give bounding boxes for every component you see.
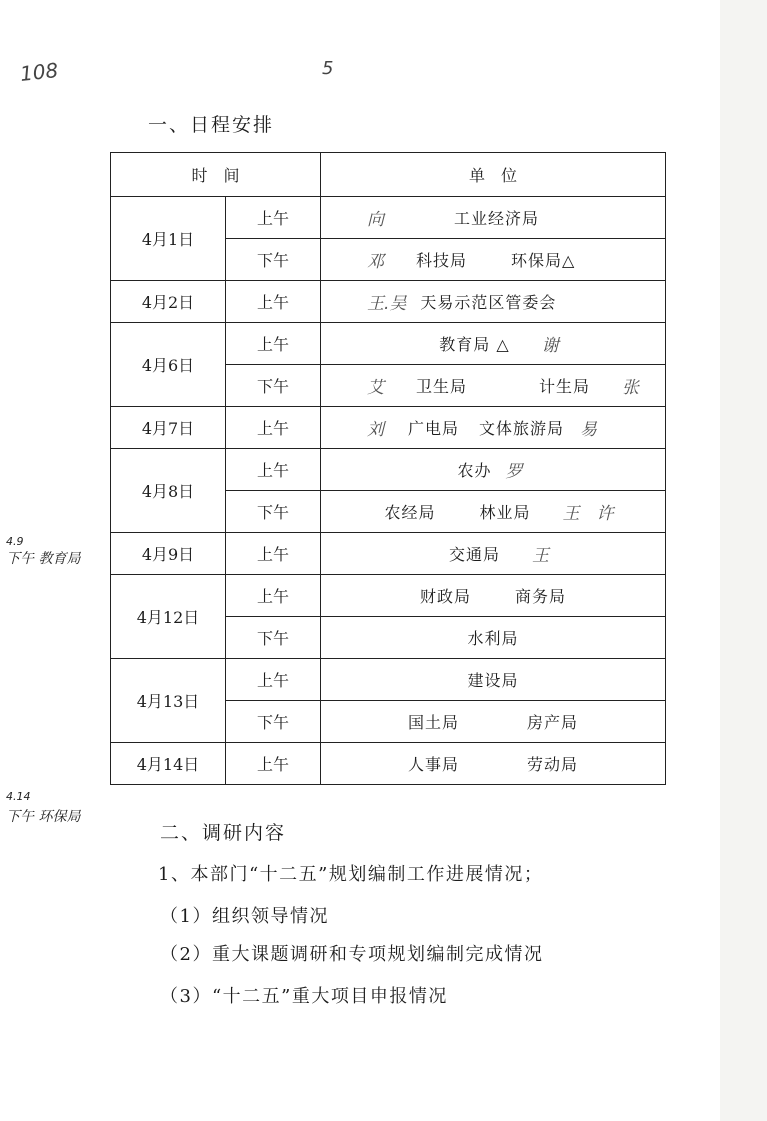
unit-cell — [321, 239, 666, 281]
unit-cell — [321, 659, 666, 701]
ampm-cell: 上午 — [226, 281, 321, 323]
date-cell: 4月8日 — [111, 449, 226, 533]
ampm-cell: 上午 — [226, 449, 321, 491]
unit-name: 劳动局 — [527, 755, 579, 774]
table-row — [111, 281, 666, 323]
unit-name: 国土局 — [407, 713, 459, 732]
handwritten-note: 谢 — [541, 336, 559, 356]
ampm-cell: 下午 — [226, 239, 321, 281]
date-cell: 4月1日 — [111, 197, 226, 281]
handwritten-note: 张 — [622, 378, 640, 398]
section-title-content: 二、调研内容 — [160, 822, 287, 844]
table-row — [111, 197, 666, 239]
header-time: 时 间 — [111, 153, 321, 197]
handwritten-margin-date: 4.14 — [6, 790, 31, 803]
table-header-row — [111, 153, 666, 197]
unit-cell — [321, 743, 666, 785]
unit-name: 林业局 — [479, 503, 531, 522]
unit-cell — [321, 323, 666, 365]
handwritten-margin-note: 下午 教育局 — [6, 551, 81, 567]
date-cell: 4月2日 — [111, 281, 226, 323]
unit-name: 教育局 △ — [439, 335, 510, 354]
unit-name: 农办 — [457, 461, 492, 480]
ampm-cell: 上午 — [226, 533, 321, 575]
ampm-cell: 下午 — [226, 491, 321, 533]
handwritten-margin-date: 4.9 — [6, 535, 24, 548]
date-cell: 4月13日 — [111, 659, 226, 743]
table-row — [111, 323, 666, 365]
unit-cell — [321, 575, 666, 617]
table-row — [111, 575, 666, 617]
unit-name: 科技局 — [416, 251, 468, 270]
unit-cell — [321, 449, 666, 491]
ampm-cell: 下午 — [226, 701, 321, 743]
header-unit: 单 位 — [321, 153, 666, 197]
unit-name: 计生局 — [539, 377, 591, 396]
unit-cell — [321, 617, 666, 659]
content-sub-item-2: （2）重大课题调研和专项规划编制完成情况 — [160, 944, 544, 965]
handwritten-note: 向 — [367, 210, 385, 230]
ampm-cell: 上午 — [226, 197, 321, 239]
unit-cell — [321, 407, 666, 449]
unit-cell — [321, 197, 666, 239]
unit-cell — [321, 281, 666, 323]
date-cell: 4月6日 — [111, 323, 226, 407]
unit-name: 商务局 — [515, 587, 567, 606]
date-cell: 4月9日 — [111, 533, 226, 575]
unit-name: 环保局△ — [511, 251, 576, 270]
handwritten-margin-note: 下午 环保局 — [6, 809, 81, 825]
unit-name: 广电局 — [408, 419, 460, 438]
unit-name: 财政局 — [419, 587, 471, 606]
ampm-cell: 下午 — [226, 365, 321, 407]
content-item-1: 1、本部门“十二五”规划编制工作进展情况； — [158, 864, 544, 885]
unit-cell — [321, 701, 666, 743]
unit-name: 工业经济局 — [454, 209, 540, 228]
unit-name: 房产局 — [527, 713, 579, 732]
table-row — [111, 449, 666, 491]
handwritten-note: 邓 — [367, 252, 385, 272]
date-cell: 4月14日 — [111, 743, 226, 785]
unit-cell — [321, 365, 666, 407]
handwritten-note: 王 许 — [562, 504, 614, 524]
ampm-cell: 上午 — [226, 323, 321, 365]
ampm-cell: 上午 — [226, 575, 321, 617]
content-sub-item-3: （3）“十二五”重大项目申报情况 — [160, 986, 448, 1007]
ampm-cell: 上午 — [226, 407, 321, 449]
unit-name: 建设局 — [467, 671, 519, 690]
table-row — [111, 407, 666, 449]
table-row — [111, 659, 666, 701]
handwritten-note: 刘 — [367, 420, 385, 440]
ampm-cell: 上午 — [226, 743, 321, 785]
handwritten-note: 易 — [580, 420, 598, 440]
ampm-cell: 下午 — [226, 617, 321, 659]
ampm-cell: 上午 — [226, 659, 321, 701]
handwritten-note: 王 — [532, 546, 550, 566]
unit-name: 农经局 — [384, 503, 436, 522]
table-row — [111, 743, 666, 785]
unit-name: 水利局 — [467, 629, 519, 648]
unit-cell — [321, 533, 666, 575]
unit-name: 天易示范区管委会 — [420, 293, 557, 312]
section-title-schedule: 一、日程安排 — [148, 114, 275, 136]
unit-name: 文体旅游局 — [479, 419, 565, 438]
handwritten-note: 王.吴 — [367, 294, 407, 314]
handwritten-top-mark: 5 — [322, 58, 334, 79]
unit-name: 人事局 — [407, 755, 459, 774]
date-cell: 4月7日 — [111, 407, 226, 449]
schedule-table — [110, 152, 666, 785]
handwritten-note: 艾 — [367, 378, 385, 398]
unit-name: 卫生局 — [416, 377, 468, 396]
unit-cell — [321, 491, 666, 533]
content-sub-item-1: （1）组织领导情况 — [160, 906, 329, 927]
handwritten-note: 罗 — [505, 462, 523, 482]
table-row — [111, 533, 666, 575]
date-cell: 4月12日 — [111, 575, 226, 659]
unit-name: 交通局 — [449, 545, 501, 564]
handwritten-page-number: 108 — [18, 58, 60, 86]
